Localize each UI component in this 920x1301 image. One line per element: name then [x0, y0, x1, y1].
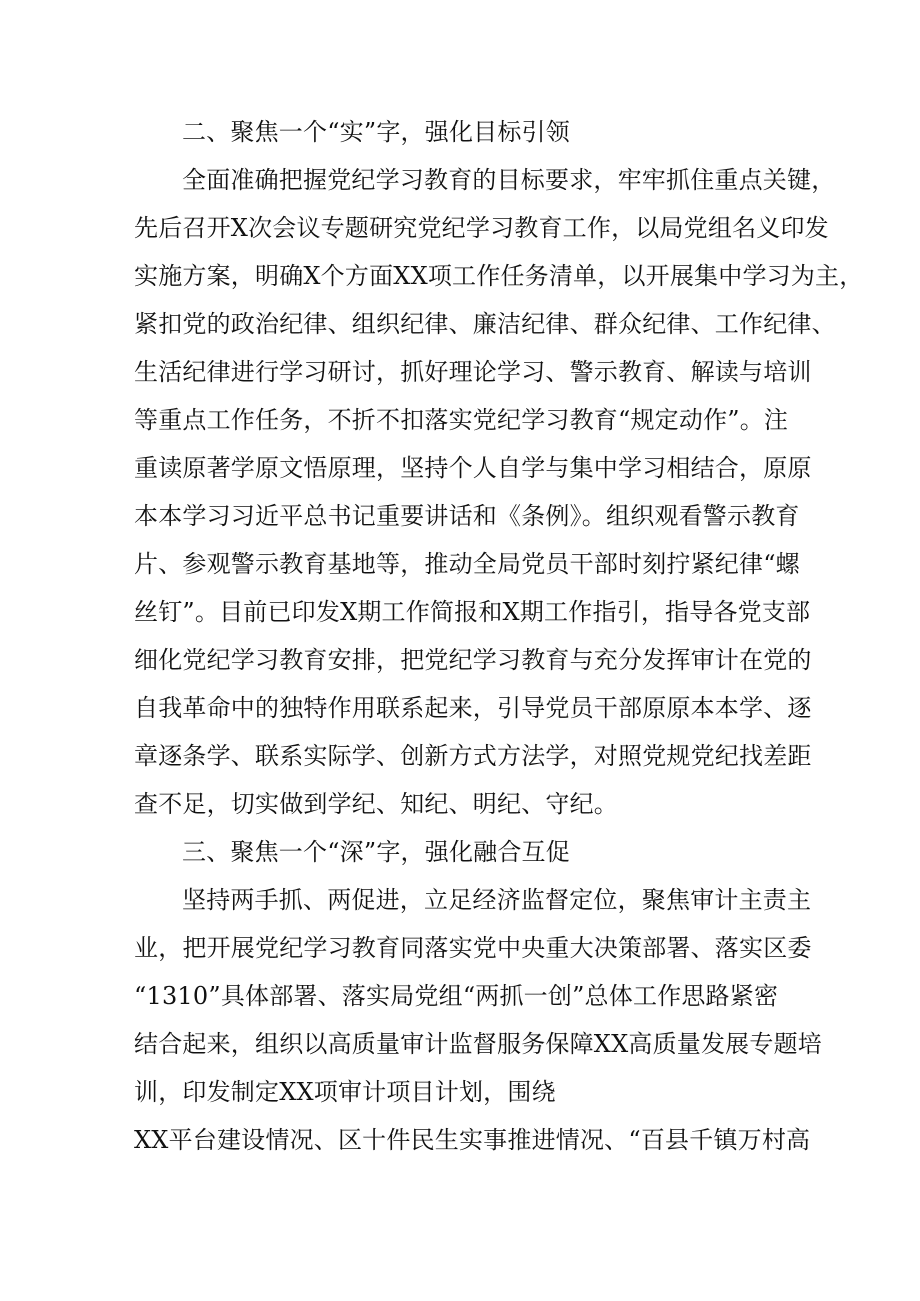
paragraph-line: 重读原著学原文悟原理，坚持个人自学与集中学习相结合，原原 [134, 454, 812, 482]
paragraph-line: 紧扣党的政治纪律、组织纪律、廉洁纪律、群众纪律、工作纪律、 [134, 310, 836, 338]
paragraph-line: 片、参观警示教育基地等，推动全局党员干部时刻拧紧纪律“螺 [134, 550, 800, 578]
paragraph-line: 自我革命中的独特作用联系起来，引导党员干部原原本本学、逐 [134, 694, 812, 722]
section-heading-3: 三、聚焦一个“深”字，强化融合互促 [182, 838, 570, 866]
paragraph-line: 生活纪律进行学习研讨，抓好理论学习、警示教育、解读与培训 [134, 358, 812, 386]
paragraph-line: 章逐条学、联系实际学、创新方式方法学，对照党规党纪找差距 [134, 742, 812, 770]
paragraph-line: 等重点工作任务，不折不扣落实党纪学习教育“规定动作”。注 [134, 406, 789, 434]
paragraph-line: 细化党纪学习教育安排，把党纪学习教育与充分发挥审计在党的 [134, 646, 812, 674]
paragraph-line: 训，印发制定XX项审计项目计划，围绕 [134, 1078, 556, 1106]
paragraph-line: 先后召开X次会议专题研究党纪学习教育工作，以局党组名义印发 [134, 214, 829, 242]
paragraph-line: 结合起来，组织以高质量审计监督服务保障XX高质量发展专题培 [134, 1030, 822, 1058]
paragraph-line: “1310”具体部署、落实局党组“两抓一创”总体工作思路紧密 [134, 982, 779, 1010]
paragraph-line: 查不足，切实做到学纪、知纪、明纪、守纪。 [134, 790, 618, 818]
paragraph-line: 丝钉”。目前已印发X期工作简报和X期工作指引，指导各党支部 [134, 598, 811, 626]
document-body [134, 108, 864, 1164]
paragraph-line: 业，把开展党纪学习教育同落实党中央重大决策部署、落实区委 [134, 934, 812, 962]
paragraph-line: 坚持两手抓、两促进，立足经济监督定位，聚焦审计主责主 [182, 886, 812, 914]
section-heading-2: 二、聚焦一个“实”字，强化目标引领 [182, 118, 570, 146]
paragraph-line: 实施方案，明确X个方面XX项工作任务清单，以开展集中学习为主， [134, 262, 864, 290]
paragraph-line: XX平台建设情况、区十件民生实事推进情况、“百县千镇万村高 [134, 1126, 811, 1154]
paragraph-line: 本本学习习近平总书记重要讲话和《条例》。组织观看警示教育 [134, 502, 800, 530]
paragraph-line: 全面准确把握党纪学习教育的目标要求，牢牢抓住重点关键， [182, 166, 836, 194]
